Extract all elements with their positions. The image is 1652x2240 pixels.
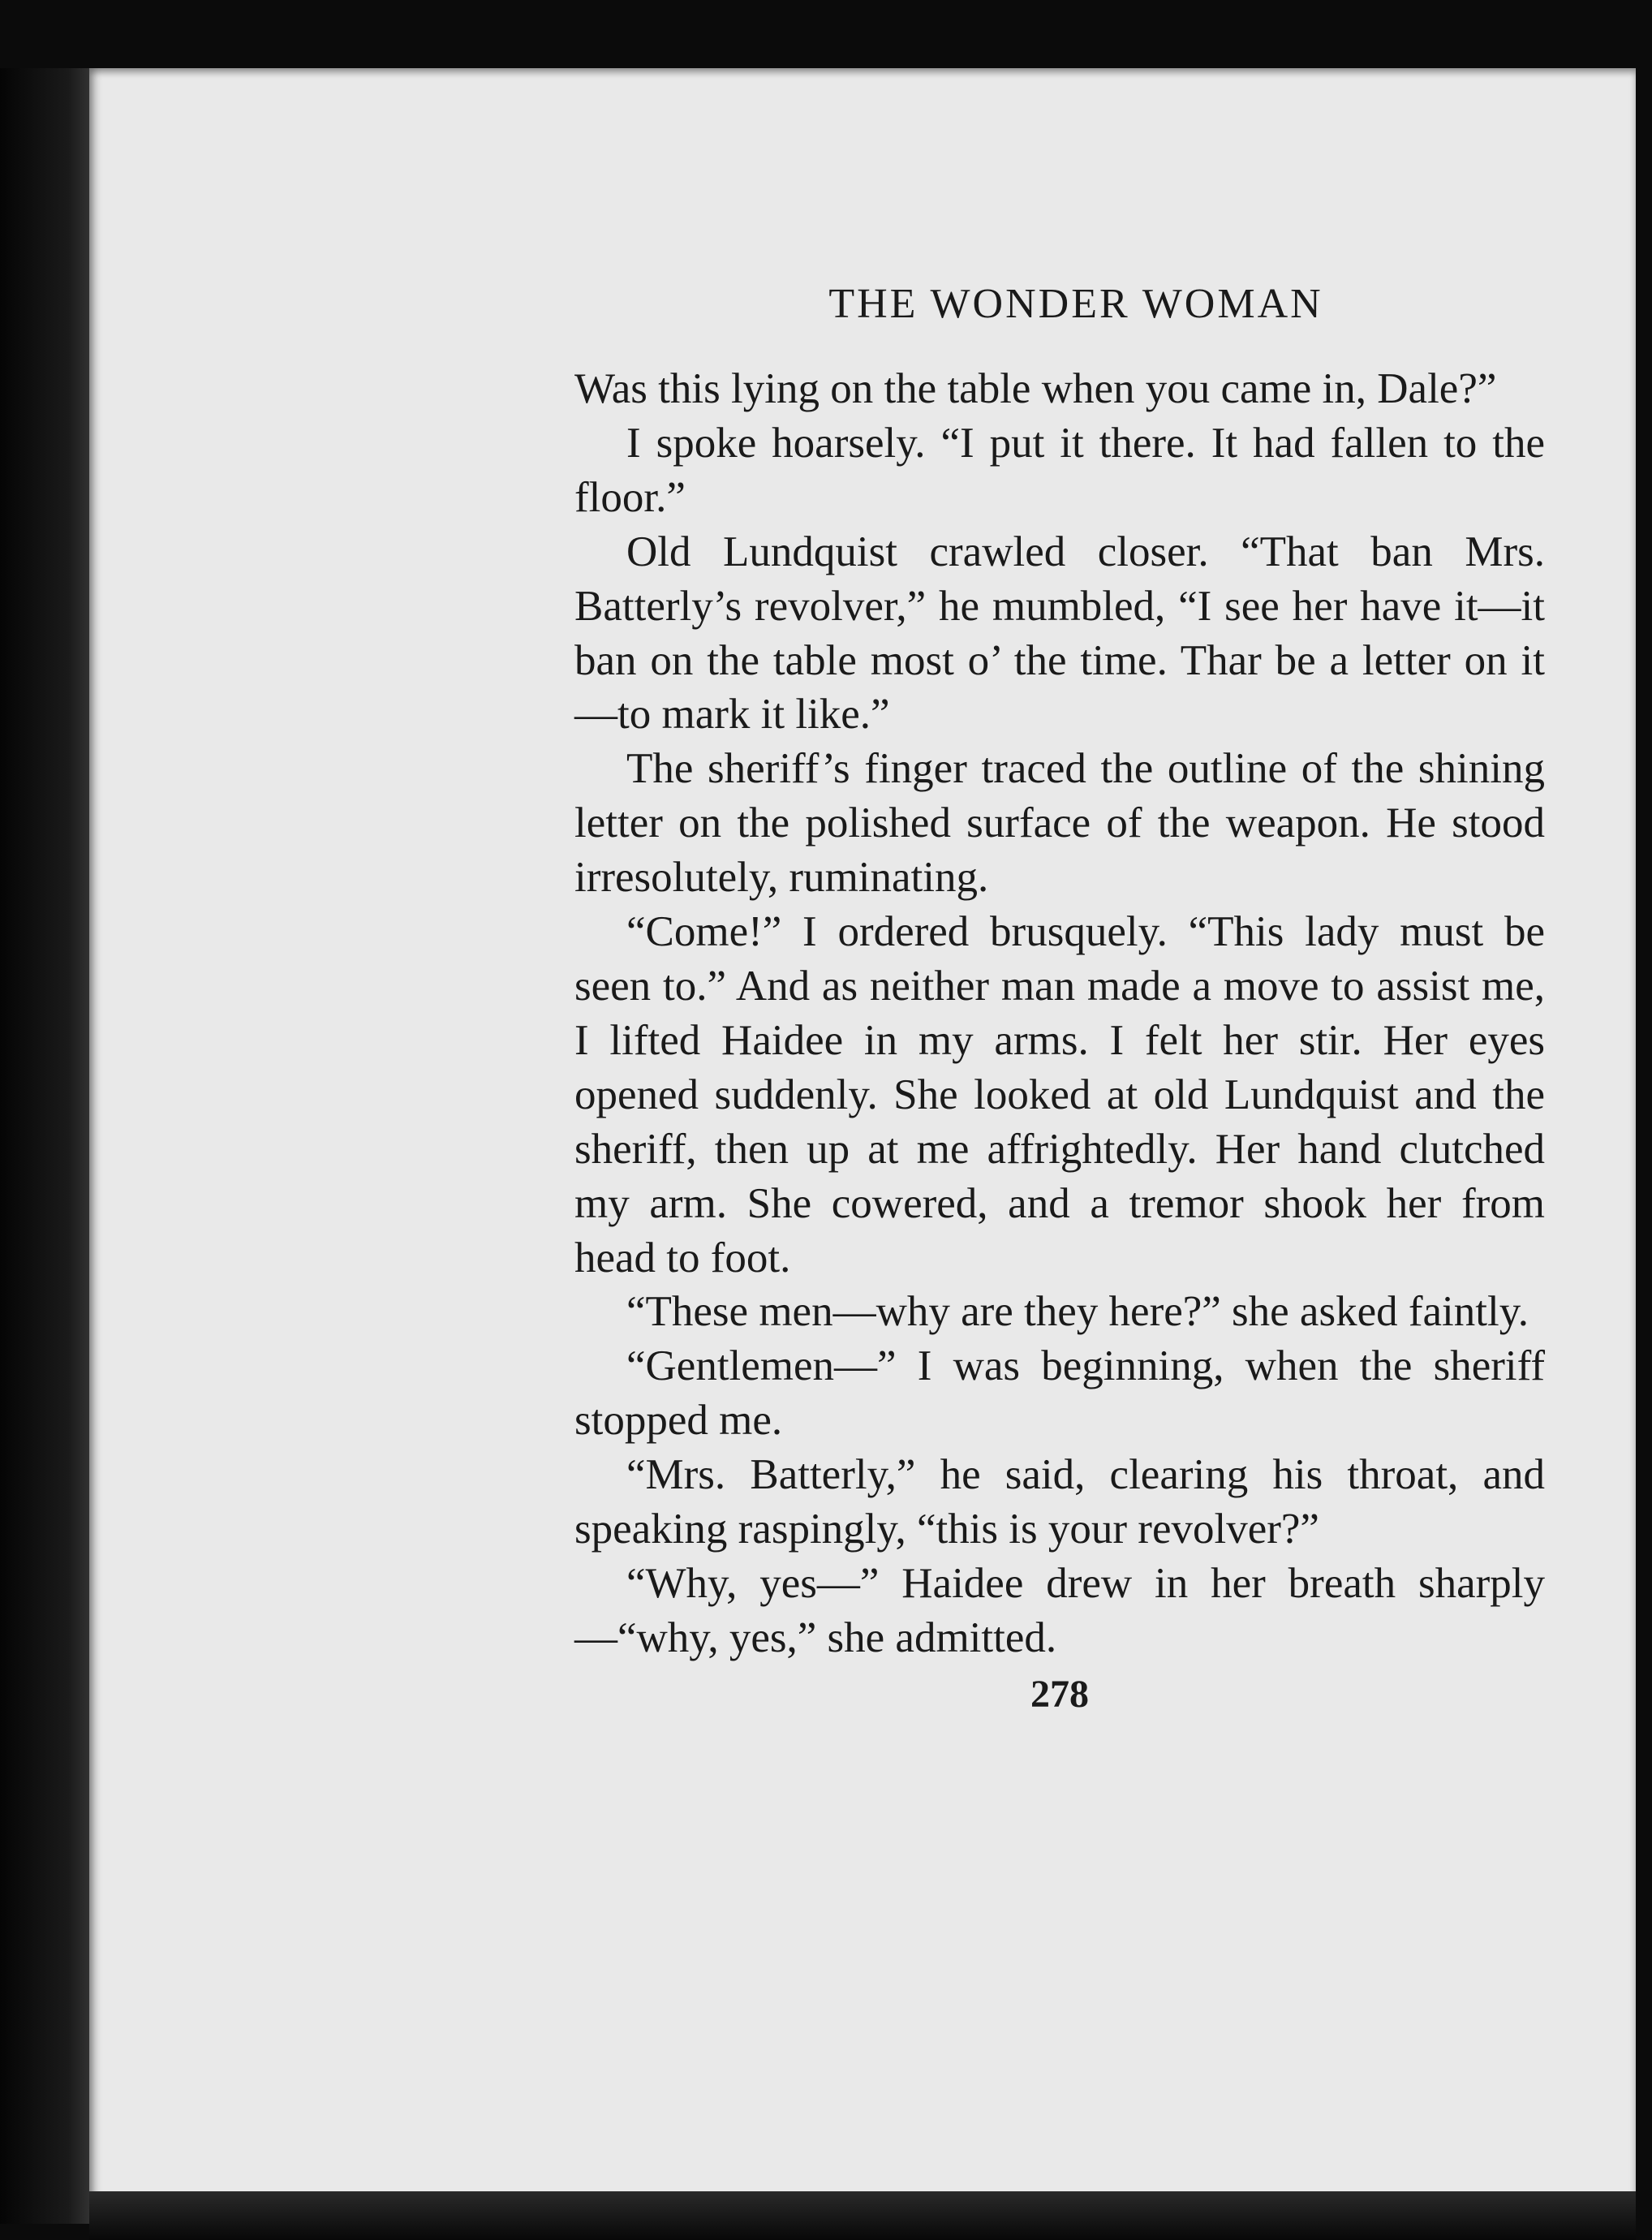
paragraph: “Come!” I ordered brusquely. “This lady must be seen to.” And as neither man made a move to assist me, I lifted Haidee in my arms. I felt her stir. Her eyes opened suddenly. She looked at old Lundquist and the sheriff, then up at me affrightedly. Her hand clutched my arm. She cowered, and a tremor shook her from head to foot. — [574, 908, 1545, 1282]
page-number: 278 — [1030, 1672, 1089, 1716]
paragraph: “Gentlemen—” I was beginning, when the sheriff stopped me. — [574, 1342, 1545, 1445]
scan-edge-left — [0, 68, 97, 2224]
paragraph: The sheriff’s finger traced the outline of the shining letter on the polished surface of the weapon. He stood irresolutely, ruminating. — [574, 745, 1545, 902]
paragraph: Old Lundquist crawled closer. “That ban Mrs. Batterly’s revolver,” he mumbled, “I see her have it—it ban on the table most o’ the time. Thar be a letter on it—to mark it like.” — [574, 528, 1545, 739]
paragraph: “Mrs. Batterly,” he said, clearing his throat, and speaking raspingly, “this is your revolver?” — [574, 1451, 1545, 1553]
scan-edge-bottom — [89, 2191, 1636, 2240]
paragraph: “Why, yes—” Haidee drew in her breath sharply—“why, yes,” she admitted. — [574, 1559, 1545, 1661]
page-text-block — [574, 276, 1545, 1719]
running-head: THE WONDER WOMAN — [828, 281, 1323, 327]
paragraph: I spoke hoarsely. “I put it there. It had fallen to the floor.” — [574, 419, 1545, 521]
paragraph: Was this lying on the table when you came in, Dale?” — [574, 365, 1497, 412]
paragraph: “These men—why are they here?” she asked faintly. — [626, 1288, 1529, 1336]
